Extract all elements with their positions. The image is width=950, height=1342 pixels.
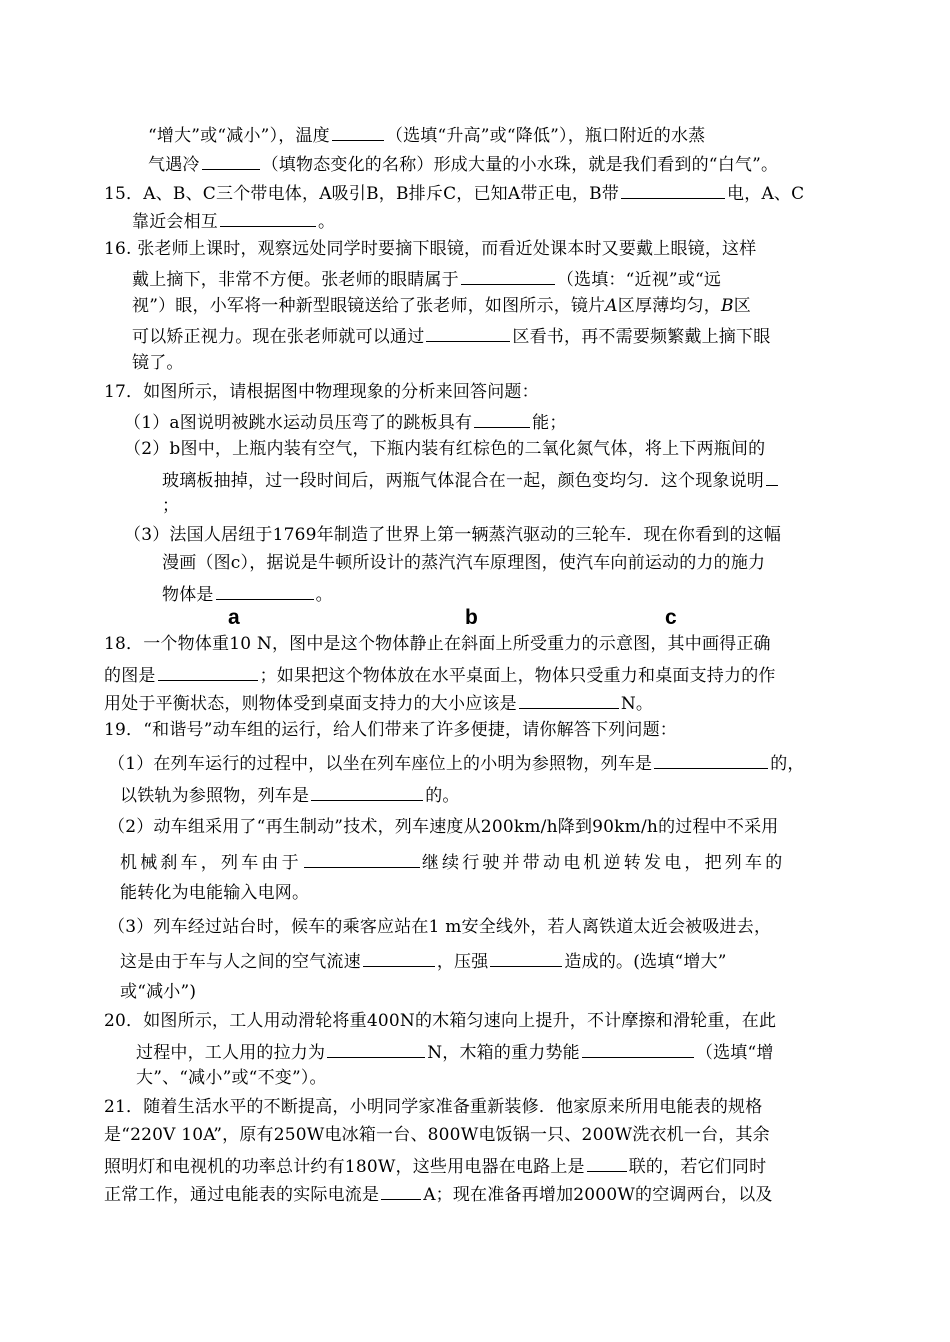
- text-line: 可以矫正视力。现在张老师就可以通过 区看书，再不需要频繁戴上摘下眼: [132, 323, 770, 347]
- answer-blank[interactable]: [304, 849, 420, 868]
- text-line: 是“220V 10A”，原有250W电冰箱一台、800W电饭锅一只、200W洗衣机一台，其余: [104, 1125, 770, 1145]
- text-line: 过程中，工人用的拉力为 N，木箱的重力势能 （选填“增: [136, 1039, 774, 1063]
- answer-blank[interactable]: [654, 750, 768, 769]
- figure-label-c: c: [665, 606, 677, 629]
- answer-blank[interactable]: [381, 1181, 421, 1200]
- text-line: 大”、“减小”或“不变”）。: [136, 1068, 327, 1088]
- text-line: （2）动车组采用了“再生制动”技术，列车速度从200km/h降到90km/h的过程中不采用: [108, 817, 779, 837]
- text-line: 能转化为电能输入电网。: [120, 883, 310, 903]
- text-line: 镜了。: [132, 353, 184, 373]
- answer-blank[interactable]: [766, 467, 778, 486]
- text-line: 正常工作，通过电能表的实际电流是 A；现在准备再增加2000W的空调两台，以及: [104, 1181, 773, 1205]
- answer-blank[interactable]: [311, 782, 423, 801]
- answer-blank[interactable]: [426, 323, 510, 342]
- answer-blank[interactable]: [519, 690, 619, 709]
- text-line: ；: [162, 496, 180, 516]
- question-15: 15．A、B、C三个带电体，A吸引B，B排斥C，已知A带正电，B带 电，A、C: [104, 180, 804, 204]
- answer-blank[interactable]: [216, 581, 314, 600]
- text-line: 靠近会相互 。: [132, 208, 335, 232]
- text-line: （3）列车经过站台时，候车的乘客应站在1 m安全线外，若人离铁道太近会被吸进去，: [108, 917, 772, 937]
- text-line: （1）在列车运行的过程中，以坐在列车座位上的小明为参照物，列车是 的，: [108, 750, 805, 774]
- question-19: 19．“和谐号”动车组的运行，给人们带来了许多便捷，请你解答下列问题：: [104, 720, 678, 740]
- text-line: 机械刹车，列车由于 继续行驶并带动电机逆转发电，把列车的: [120, 849, 785, 873]
- text-line: 漫画（图c），据说是牛顿所设计的蒸汽汽车原理图，使汽车向前运动的力的施力: [162, 553, 766, 573]
- text-line: 气遇冷 （填物态变化的名称）形成大量的小水珠，就是我们看到的“白气”。: [148, 151, 778, 175]
- question-16: 16. 张老师上课时，观察远处同学时要摘下眼镜，而看近处课本时又要戴上眼镜，这样: [104, 239, 757, 259]
- text-line: 视”）眼，小军将一种新型眼镜送给了张老师，如图所示，镜片A区厚薄均匀，B区: [132, 296, 751, 316]
- answer-blank[interactable]: [490, 948, 562, 967]
- text-line: （3）法国人居纽于1769年制造了世界上第一辆蒸汽驱动的三轮车．现在你看到的这幅: [124, 525, 782, 545]
- question-17: 17．如图所示，请根据图中物理现象的分析来回答问题：: [104, 382, 539, 402]
- text-line: 这是由于车与人之间的空气流速 ，压强 造成的。(选填“增大”: [120, 948, 727, 972]
- text-line: 用处于平衡状态，则物体受到桌面支持力的大小应该是 N。: [104, 690, 653, 714]
- text-line: 以铁轨为参照物，列车是 的。: [120, 782, 460, 806]
- text-line: 或“减小”): [120, 982, 197, 1002]
- answer-blank[interactable]: [220, 208, 316, 227]
- figure-label-a: a: [228, 606, 240, 629]
- question-18: 18．一个物体重10 N，图中是这个物体静止在斜面上所受重力的示意图，其中画得正确: [104, 634, 771, 654]
- text-line: 的图是 ；如果把这个物体放在水平桌面上，物体只受重力和桌面支持力的作: [104, 662, 776, 686]
- answer-blank[interactable]: [582, 1039, 694, 1058]
- question-20: 20．如图所示，工人用动滑轮将重400N的木箱匀速向上提升，不计摩擦和滑轮重，在此: [104, 1011, 777, 1031]
- text-line: （2）b图中，上瓶内装有空气，下瓶内装有红棕色的二氧化氮气体，将上下两瓶间的: [124, 439, 766, 459]
- text-line: （1）a图说明被跳水运动员压弯了的跳板具有 能；: [124, 409, 567, 433]
- text-line: 玻璃板抽掉，过一段时间后，两瓶气体混合在一起，颜色变均匀．这个现象说明: [162, 467, 780, 491]
- figure-label-b: b: [465, 606, 478, 629]
- text-line: 物体是 。: [162, 581, 333, 605]
- answer-blank[interactable]: [327, 1039, 425, 1058]
- text-line: 戴上摘下，非常不方便。张老师的眼睛属于 （选填：“近视”或“远: [132, 266, 721, 290]
- text-line: 照明灯和电视机的功率总计约有180W，这些用电器在电路上是 联的，若它们同时: [104, 1153, 766, 1177]
- answer-blank[interactable]: [474, 409, 530, 428]
- answer-blank[interactable]: [621, 180, 725, 199]
- question-21: 21．随着生活水平的不断提高，小明同学家准备重新装修．他家原来所用电能表的规格: [104, 1097, 763, 1117]
- answer-blank[interactable]: [332, 122, 384, 141]
- answer-blank[interactable]: [363, 948, 435, 967]
- answer-blank[interactable]: [202, 151, 260, 170]
- answer-blank[interactable]: [461, 266, 555, 285]
- answer-blank[interactable]: [158, 662, 258, 681]
- answer-blank[interactable]: [587, 1153, 627, 1172]
- text-line: “增大”或“减小”），温度 （选填“升高”或“降低”），瓶口附近的水蒸: [148, 122, 705, 146]
